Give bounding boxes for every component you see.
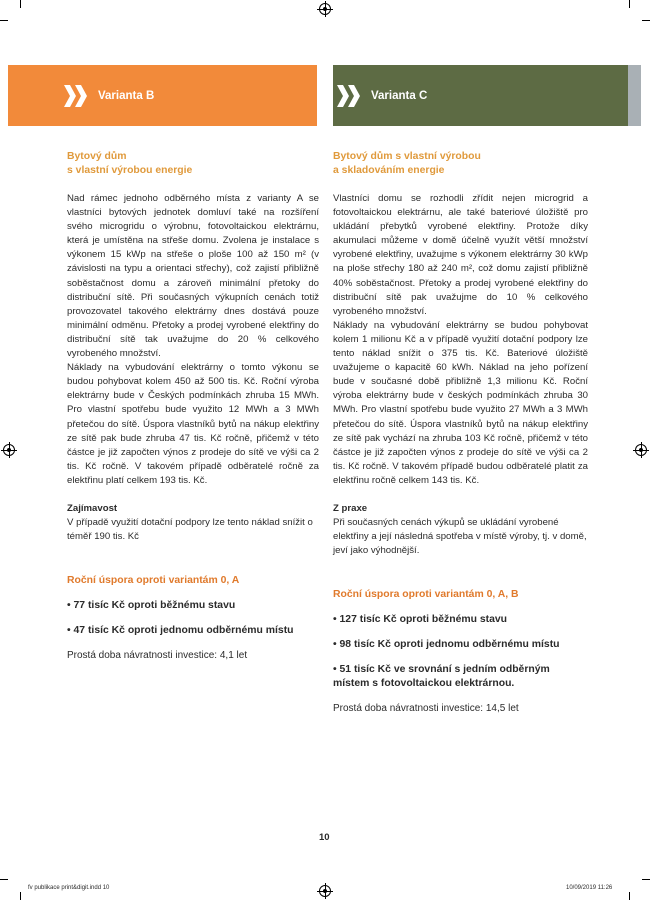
variant-b-banner [8, 65, 317, 126]
savings-item: • 127 tisíc Kč oproti běžnému stavu [333, 614, 507, 626]
subtitle-line: s vlastní výrobou energie [67, 165, 193, 176]
crop-mark [629, 0, 630, 8]
paragraph: Náklady na vybudování elektrárny o tomto výkonu se budou pohybovat kolem 450 až 500 tis. Kč. Roční výroba elektrárny bude v Českých podmínkách zhruba 15 MWh. Pro vlastní spotřebu bude využito 12 MWh a 3 MWh přetečou do sítě. Úspora vlastníků bytů na nákup elektřiny ze sítě pak bude zhruba 47 tis. Kč ročně, přičemž v této částce je již započten výnos z prodeje do sítě ve výši ca 2 tis. Kč ročně. V takovém případě odběratelé ročně za elektřinu platí celkem 193 tis. Kč. [67, 362, 319, 486]
edge-strip [628, 65, 641, 126]
page-number: 10 [319, 832, 330, 843]
savings-item-text: 51 tisíc Kč ve srovnání s jedním odběrným místem s fotovoltaickou elektrárnou. [333, 664, 550, 690]
savings-item-text: 127 tisíc Kč oproti běžnému stavu [339, 614, 507, 626]
paragraph: Nad rámec jednoho odběrného místa z varianty A se vlastníci bytových jednotek domluví také na rozšíření svého microgridu o výrobnu, fotovoltaickou elektrárnu, která je umístěna na střeše domu. Zvolena je instalace s výkonem 15 kWp na střeše o ploše 100 až 150 m² (v závislosti na typu a orientaci střechy), což zajistí přibližně soběstačnost domu a zároveň minimální přetoky do distribuční sítě. Při současných výkupních cenách totiž provozovatel takového elektrárny dnes dostává pouze minimální odměnu. Přetoky a prodej vyrobené elektřiny do distribuční sítě tak uvažujme do 20 % celkového vyrobeného množství. [67, 193, 319, 360]
savings-item: • 98 tisíc Kč oproti jednomu odběrnému místu [333, 639, 560, 651]
savings-title: Roční úspora oproti variantám 0, A, B [333, 589, 519, 601]
paragraph: Vlastníci domu se rozhodli zřídit nejen microgrid a fotovoltaickou elektrárnu, ale také bateriové úložiště pro ukládání přebytků vyrobené elektřiny. Protože díky akumulaci můžeme v domě účelně využít větší množství vyrobené elektřiny, uvažujme s výkonem elektrárny 30 kWp na ploše střechy 180 až 240 m², což domu zajistí přibližně 40% soběstačnost. Přetoky a prodej vyrobené elektřiny do distribuční sítě pak uvažujme do 10 % celkového vyrobeného množství. [333, 193, 588, 317]
trivia-text: V případě využití dotační podpory lze tento náklad snížit o téměř 190 tis. Kč [67, 517, 313, 543]
payback-period: Prostá doba návratnosti investice: 14,5 let [333, 703, 519, 715]
savings-title: Roční úspora oproti variantám 0, A [67, 575, 240, 587]
variant-b-body [67, 192, 319, 488]
practice-text: Při současných cenách výkupů se ukládání vyrobené elektřiny a její následná spotřeba v místě výroby, tj. v domě, jeví jako výhodnější. [333, 517, 587, 557]
double-chevron-icon [337, 85, 361, 107]
variant-c-body [333, 192, 588, 488]
practice-title: Z praxe [333, 502, 368, 514]
savings-item-text: 77 tisíc Kč oproti běžnému stavu [73, 600, 236, 612]
crop-mark [629, 892, 630, 900]
crop-mark [0, 20, 8, 21]
double-chevron-icon [64, 85, 88, 107]
crop-mark [642, 20, 650, 21]
registration-mark-icon [635, 444, 647, 456]
crop-mark [20, 0, 21, 8]
footer-file-info: fv publikace print&digit.indd 10 [28, 885, 110, 891]
registration-mark-icon [319, 885, 331, 897]
crop-mark [20, 892, 21, 900]
variant-c-banner [333, 65, 628, 126]
variant-c-column [333, 150, 588, 717]
variant-b-subtitle [67, 150, 319, 178]
variant-b-column [67, 150, 319, 663]
subtitle-line: Bytový dům [67, 151, 127, 162]
crop-mark [642, 879, 650, 880]
variant-c-subtitle [333, 150, 588, 178]
crop-mark [0, 879, 8, 880]
registration-mark-icon [3, 444, 15, 456]
savings-item-text: 98 tisíc Kč oproti jednomu odběrnému místu [339, 639, 560, 651]
subtitle-line: a skladováním energie [333, 165, 445, 176]
savings-item-text: 47 tisíc Kč oproti jednomu odběrnému místu [73, 625, 294, 637]
footer-timestamp: 10/09/2019 11:26 [566, 885, 613, 891]
paragraph: Náklady na vybudování elektrárny se budou pohybovat kolem 1 milionu Kč a v případě využití dotační podpory lze tento náklad snížit o 375 tis. Kč. Bateriové úložiště uvažujeme o kapacitě 60 kWh. Náklad na jeho pořízení bude v současné době přibližně 1,3 milionu Kč. Roční výroba elektrárny bude v českých podmínkách zhruba 30 MWh. Pro vlastní spotřebu bude využito 27 MWh a 3 MWh přetečou do sítě. Úspora vlastníků bytů na nákup elektřiny ze sítě pak vychází na zhruba 103 Kč ročně, přičemž v této částce je již započten výnos z prodeje do sítě ve výši ca 2 tis. Kč ročně. V takovém případě budou odběratelé platit za elektřinu ročně celkem 143 tis. Kč. [333, 319, 588, 486]
savings-item: • 51 tisíc Kč ve srovnání s jedním odběrným místem s fotovoltaickou elektrárnou. [333, 664, 550, 690]
trivia-title: Zajímavost [67, 502, 118, 514]
variant-c-title: Varianta C [371, 89, 428, 102]
savings-item: • 47 tisíc Kč oproti jednomu odběrnému místu [67, 625, 294, 637]
variant-b-title: Varianta B [98, 89, 155, 102]
registration-mark-icon [319, 3, 331, 15]
payback-period: Prostá doba návratnosti investice: 4,1 let [67, 650, 248, 662]
savings-item: • 77 tisíc Kč oproti běžnému stavu [67, 600, 236, 612]
subtitle-line: Bytový dům s vlastní výrobou [333, 151, 481, 162]
